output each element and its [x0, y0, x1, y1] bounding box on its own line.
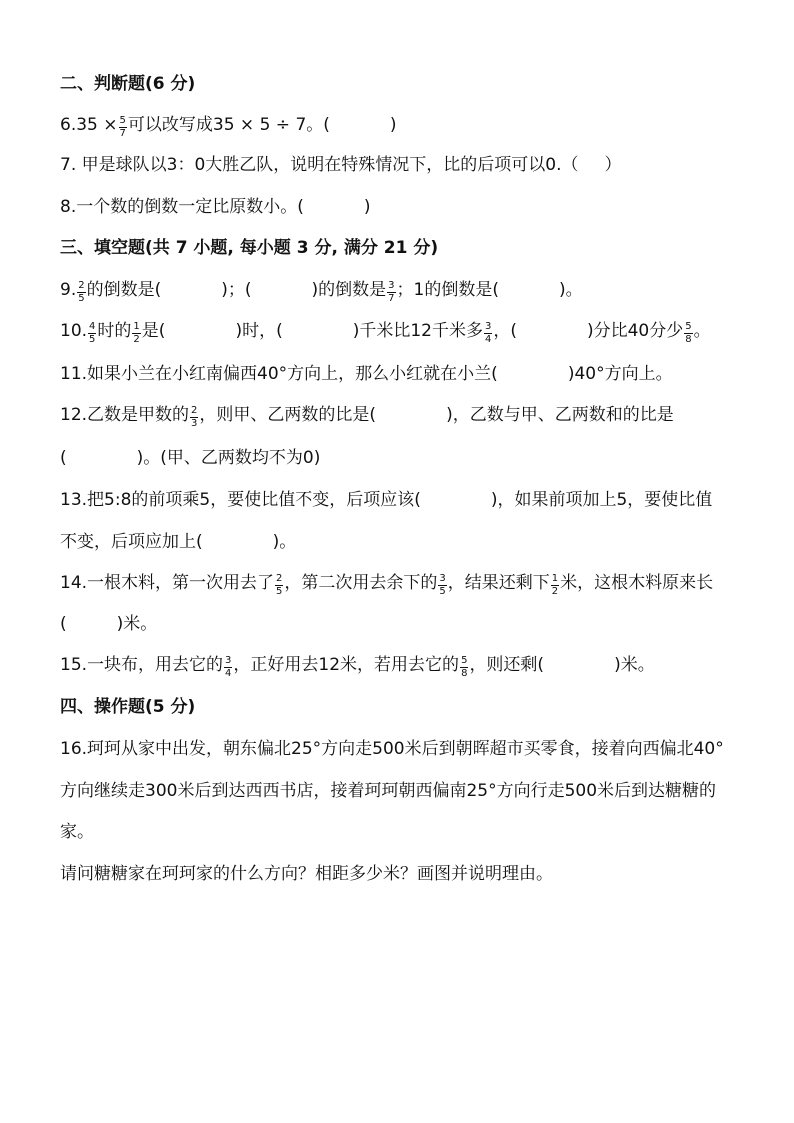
fraction: $\frac{3}{4}$ [225, 655, 232, 679]
section-title-judgement: 二、判断题(6 分) [60, 74, 196, 94]
question-13-line-2: 不变，后项应加上( )。 [60, 532, 297, 552]
fraction: $\frac{2}{5}$ [276, 573, 283, 597]
question-16-line-2: 方向继续走300米后到达西西书店，接着珂珂朝西偏南25°方向行走500米后到达糖糖的 [60, 781, 717, 801]
q6-number: 6. [60, 115, 77, 135]
q6-expr: 35 × [76, 115, 118, 135]
fraction: $\frac{3}{4}$ [484, 321, 492, 345]
question-9: 9. $\frac{2}{5}$ 的倒数是( )；( )的倒数是 $\frac{3}{7}$ ；1的倒数是( )。 [60, 280, 583, 304]
question-16-line-3: 家。 [60, 822, 94, 842]
question-14-line-1: 14.一根木料，第一次用去了 $\frac{2}{5}$ ，第二次用去余下的 $\frac{3}{5}$ ，结果还剩下 $\frac{1}{2}$ 米，这根木料原来长 [60, 573, 714, 597]
fraction: $\frac{5}{7}$ [119, 115, 126, 139]
question-16-prompt: 请问糖糖家在珂珂家的什么方向？相距多少米？画图并说明理由。 [60, 864, 553, 884]
fraction: $\frac{5}{8}$ [685, 321, 692, 345]
question-6: 6.35 × $\frac{5}{7}$ 可以改写成35 × 5 ÷ 7。( ) [60, 115, 397, 139]
fraction: $\frac{2}{3}$ [191, 405, 198, 429]
question-12-line-1: 12.乙数是甲数的 $\frac{2}{3}$ ，则甲、乙两数的比是( )，乙数与甲、乙两数和的比是 [60, 405, 674, 429]
fraction: $\frac{1}{2}$ [551, 573, 559, 597]
fraction: $\frac{2}{5}$ [78, 280, 85, 304]
question-16-line-1: 16.珂珂从家中出发，朝东偏北25°方向走500米后到朝晖超市买零食，接着向西偏北40° [60, 739, 724, 759]
question-10: 10. $\frac{4}{5}$ 时的 $\frac{1}{2}$ 是( )时，( )千米比12千米多 $\frac{3}{4}$ ，( )分比40分少 $\frac{5}{8}$ 。 [60, 321, 711, 345]
question-7: 7. 甲是球队以3：0大胜乙队，说明在特殊情况下，比的后项可以0.（ ） [60, 155, 622, 175]
question-13-line-1: 13.把5:8的前项乘5，要使比值不变，后项应该( )，如果前项加上5，要使比值 [60, 490, 713, 510]
fraction: $\frac{3}{5}$ [439, 573, 446, 597]
question-15: 15.一块布，用去它的 $\frac{3}{4}$ ，正好用去12米，若用去它的 $\frac{5}{8}$ ，则还剩( )米。 [60, 655, 655, 679]
question-11: 11.如果小兰在小红南偏西40°方向上，那么小红就在小兰( )40°方向上。 [60, 364, 673, 384]
section-title-fill-in: 三、填空题(共 7 小题, 每小题 3 分, 满分 21 分) [60, 238, 439, 258]
fraction: $\frac{3}{7}$ [388, 280, 395, 304]
question-14-line-2: ( )米。 [60, 614, 158, 634]
question-12-line-2: ( )。(甲、乙两数均不为0) [60, 448, 321, 468]
section-title-operation: 四、操作题(5 分) [60, 697, 196, 717]
fraction: $\frac{4}{5}$ [89, 321, 96, 345]
fraction: $\frac{1}{2}$ [133, 321, 140, 345]
fraction: $\frac{5}{8}$ [461, 655, 468, 679]
question-8: 8.一个数的倒数一定比原数小。( ) [60, 197, 371, 217]
